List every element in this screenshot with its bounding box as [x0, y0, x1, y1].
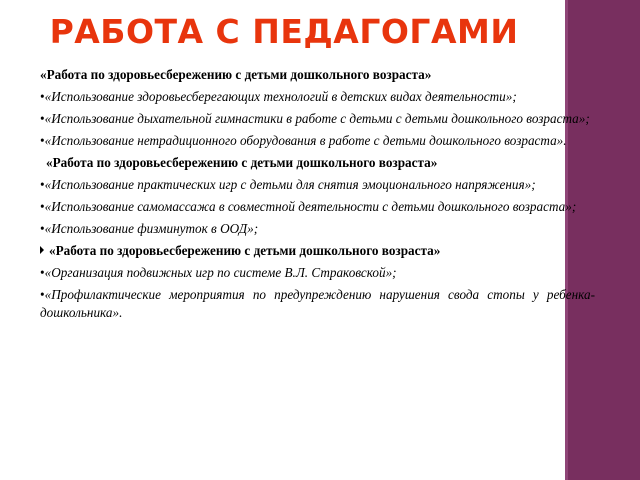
bullet-icon: • — [40, 89, 45, 104]
slide-title: РАБОТА С ПЕДАГОГАМИ — [49, 12, 519, 51]
list-item — [40, 198, 615, 216]
section-heading — [40, 242, 615, 260]
bullet-icon: • — [40, 177, 45, 192]
list-item — [40, 286, 615, 322]
bullet-icon: • — [40, 199, 45, 214]
content-body — [40, 66, 615, 326]
list-item — [40, 220, 615, 238]
list-item — [40, 88, 615, 106]
list-item-text: «Использование дыхательной гимнастики в работе с детьми с детьми дошкольного возраста»; — [44, 111, 590, 126]
section-heading: «Работа по здоровьесбережению с детьми дошкольного возраста» — [46, 155, 438, 170]
list-item — [40, 132, 615, 150]
list-item-text: «Использование здоровьесберегающих технологий в детских видах деятельности»; — [44, 89, 517, 104]
list-item — [40, 264, 615, 282]
section-heading: «Работа по здоровьесбережению с детьми дошкольного возраста» — [40, 67, 432, 82]
list-item-text: «Использование физминуток в ООД»; — [44, 221, 259, 236]
list-item-text: «Профилактические мероприятия по предупреждению нарушения свода стопы у ребенка-дошкольника». — [40, 287, 595, 320]
list-item-text: «Использование самомассажа в совместной деятельности с детьми дошкольного возраста»; — [44, 199, 577, 214]
list-item — [40, 110, 615, 128]
bullet-icon: • — [40, 287, 45, 302]
bullet-icon: • — [40, 111, 45, 126]
list-item-text: «Использование нетрадиционного оборудования в работе с детьми дошкольного возраста». — [44, 133, 567, 148]
bullet-icon: • — [40, 221, 45, 236]
list-item-text: «Организация подвижных игр по системе В.Л. Страковской»; — [44, 265, 397, 280]
bullet-icon: • — [40, 265, 45, 280]
list-item — [40, 176, 615, 194]
bullet-icon: • — [40, 133, 45, 148]
arrow-bullet-icon — [40, 246, 44, 254]
list-item-text: «Использование практических игр с детьми для снятия эмоционального напряжения»; — [44, 177, 536, 192]
section-heading-text: «Работа по здоровьесбережению с детьми дошкольного возраста» — [49, 243, 441, 258]
